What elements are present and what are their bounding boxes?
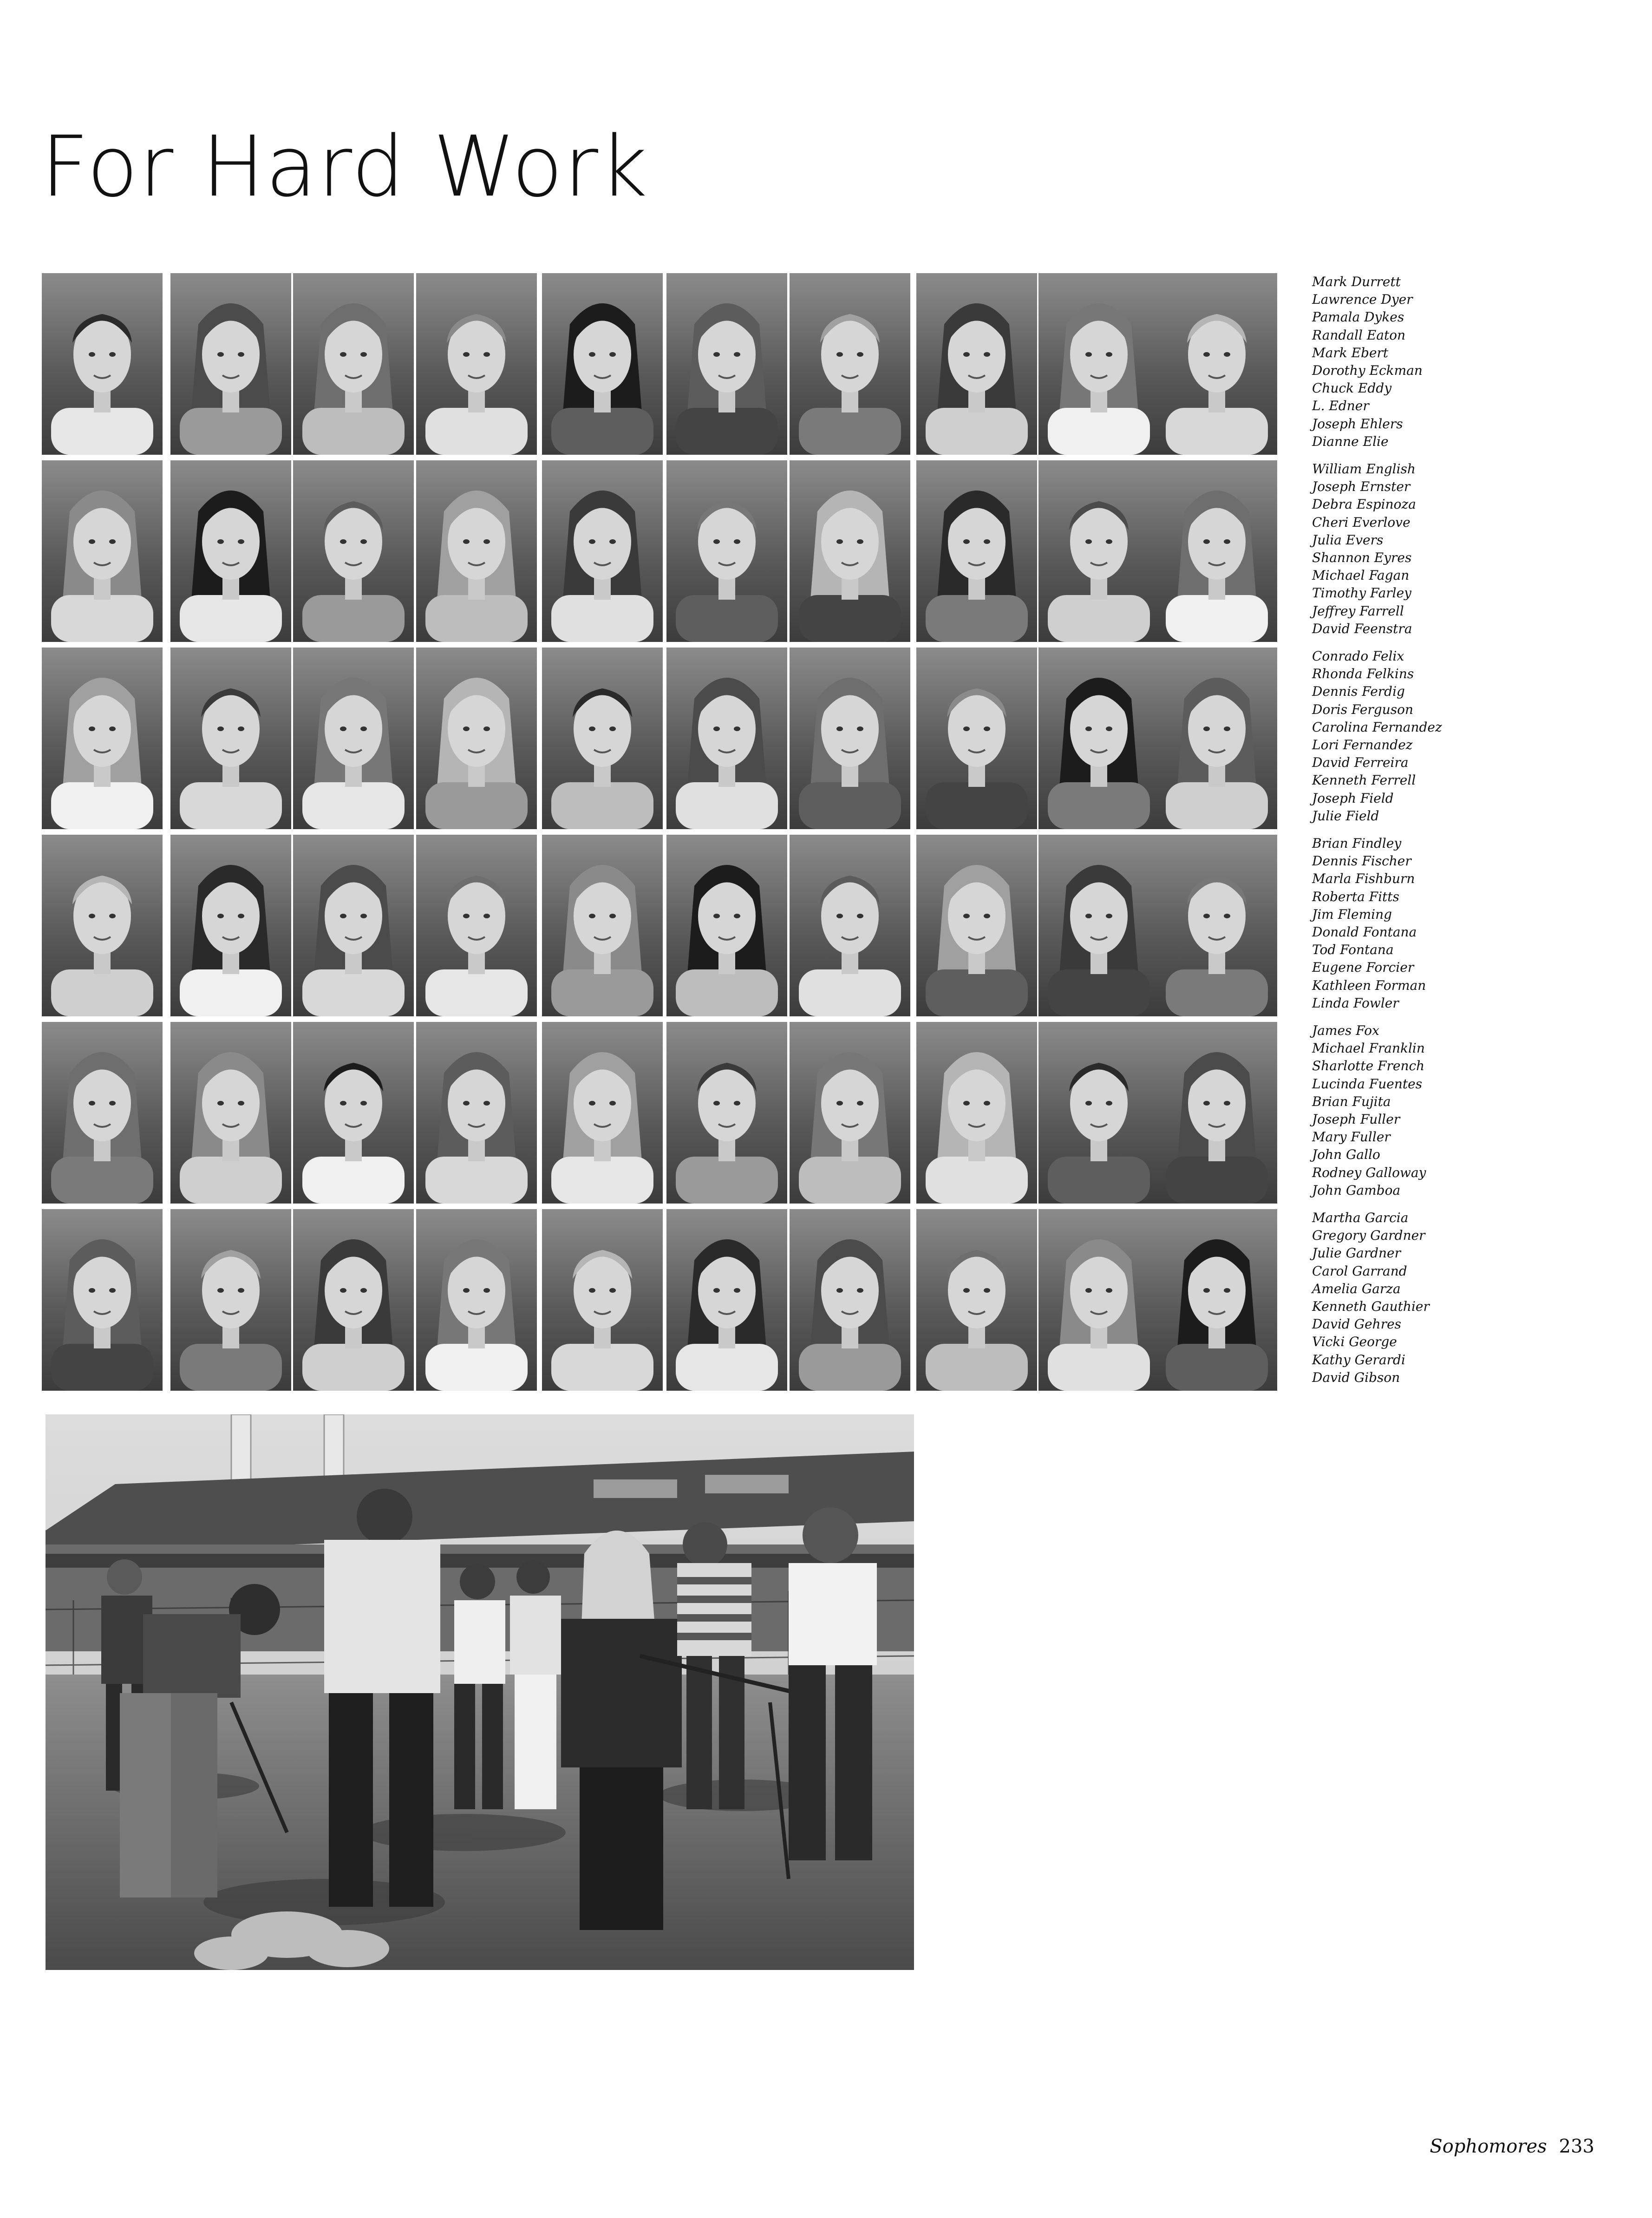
student-name: Kenneth Gauthier <box>1312 1298 1430 1314</box>
student-portrait <box>42 460 163 642</box>
student-name: Mark Ebert <box>1312 345 1389 360</box>
student-portrait <box>1156 460 1277 642</box>
student-name: Michael Fagan <box>1312 568 1410 583</box>
student-portrait <box>790 1022 910 1204</box>
student-portrait <box>170 1022 291 1204</box>
student-name: Eugene Forcier <box>1312 960 1414 975</box>
student-portrait <box>1156 273 1277 455</box>
student-name: Doris Ferguson <box>1312 701 1413 717</box>
student-name: Julia Evers <box>1312 532 1384 548</box>
student-name: Conrado Felix <box>1312 648 1404 664</box>
student-portrait <box>416 1022 537 1204</box>
student-name: Martha Garcia <box>1312 1210 1409 1225</box>
student-portrait <box>916 460 1037 642</box>
student-portrait <box>1038 835 1159 1016</box>
gardening-scene-illustration <box>46 1414 914 1970</box>
student-name: Jim Fleming <box>1312 906 1392 922</box>
name-group <box>1312 460 1637 638</box>
student-portrait <box>1156 835 1277 1016</box>
student-portrait <box>1038 460 1159 642</box>
student-name: Michael Franklin <box>1312 1040 1425 1056</box>
student-portrait <box>42 273 163 455</box>
student-name: David Gehres <box>1312 1316 1402 1332</box>
student-portrait <box>293 1022 414 1204</box>
student-name: Mark Durrett <box>1312 274 1401 289</box>
student-name: Randall Eaton <box>1312 327 1406 343</box>
student-name: Carol Garrand <box>1312 1263 1407 1279</box>
student-portrait <box>416 460 537 642</box>
student-portrait <box>542 1022 663 1204</box>
student-portrait <box>916 1022 1037 1204</box>
student-name: Kathleen Forman <box>1312 977 1426 993</box>
student-name: Donald Fontana <box>1312 924 1417 940</box>
student-portrait <box>666 460 787 642</box>
student-name: Sharlotte French <box>1312 1058 1425 1074</box>
name-group <box>1312 835 1637 1012</box>
student-portrait <box>542 273 663 455</box>
page-number: 233 <box>1559 2136 1594 2157</box>
student-portrait <box>666 1209 787 1391</box>
student-portrait <box>170 460 291 642</box>
student-name: Timothy Farley <box>1312 585 1411 601</box>
student-name: Shannon Eyres <box>1312 550 1412 565</box>
student-name: Mary Fuller <box>1312 1129 1391 1145</box>
student-name: Pamala Dykes <box>1312 309 1404 325</box>
student-portrait <box>790 835 910 1016</box>
student-portrait <box>293 1209 414 1391</box>
student-portrait <box>666 835 787 1016</box>
student-portrait <box>1156 1022 1277 1204</box>
student-name: Joseph Ernster <box>1312 479 1410 495</box>
name-group <box>1312 273 1637 451</box>
student-portrait <box>416 835 537 1016</box>
student-portrait <box>542 648 663 829</box>
page-title: For Hard Work <box>41 118 649 216</box>
student-name: Lawrence Dyer <box>1312 292 1413 308</box>
student-name: Rodney Galloway <box>1312 1165 1426 1180</box>
student-name: Joseph Fuller <box>1312 1111 1400 1127</box>
student-name: Dennis Ferdig <box>1312 684 1405 700</box>
student-name: Dorothy Eckman <box>1312 362 1423 378</box>
student-name: L. Edner <box>1312 398 1369 414</box>
student-name: Marla Fishburn <box>1312 871 1415 887</box>
student-portrait <box>170 273 291 455</box>
student-portrait <box>170 835 291 1016</box>
student-portrait <box>293 835 414 1016</box>
student-portrait <box>42 648 163 829</box>
student-portrait <box>916 648 1037 829</box>
student-name: William English <box>1312 461 1416 477</box>
student-name: Kenneth Ferrell <box>1312 772 1416 788</box>
student-portrait <box>170 1209 291 1391</box>
student-portrait <box>790 1209 910 1391</box>
student-portrait <box>170 648 291 829</box>
student-name: Vicki George <box>1312 1334 1397 1350</box>
student-name: Dennis Fischer <box>1312 853 1411 869</box>
student-portrait <box>416 273 537 455</box>
student-name: Brian Findley <box>1312 836 1402 851</box>
student-portrait <box>916 1209 1037 1391</box>
student-portrait <box>666 1022 787 1204</box>
student-name: Carolina Fernandez <box>1312 719 1442 735</box>
student-portrait <box>790 460 910 642</box>
student-portrait <box>542 460 663 642</box>
student-name: David Ferreira <box>1312 755 1409 771</box>
student-portrait <box>42 1022 163 1204</box>
portrait-grid <box>42 273 1231 1393</box>
student-portrait <box>916 273 1037 455</box>
student-name: Amelia Garza <box>1312 1281 1401 1296</box>
student-name: Chuck Eddy <box>1312 380 1392 396</box>
student-portrait <box>666 648 787 829</box>
page-footer <box>1430 2136 1594 2157</box>
student-name: John Gamboa <box>1312 1182 1401 1198</box>
student-name: Joseph Field <box>1312 790 1394 806</box>
student-portrait <box>42 1209 163 1391</box>
student-name: Linda Fowler <box>1312 995 1399 1011</box>
name-group <box>1312 1209 1637 1387</box>
student-portrait <box>1038 1209 1159 1391</box>
student-name: Rhonda Felkins <box>1312 666 1414 682</box>
student-name: Brian Fujita <box>1312 1093 1391 1109</box>
student-portrait <box>293 460 414 642</box>
student-portrait <box>42 835 163 1016</box>
student-portrait <box>293 648 414 829</box>
student-name: James Fox <box>1312 1023 1379 1038</box>
student-name: Debra Espinoza <box>1312 497 1416 512</box>
student-portrait <box>1038 273 1159 455</box>
student-name: Lori Fernandez <box>1312 737 1413 752</box>
gardening-candid-photo <box>46 1414 914 1970</box>
student-name: Julie Gardner <box>1312 1245 1401 1261</box>
student-portrait <box>416 1209 537 1391</box>
name-group <box>1312 1022 1637 1199</box>
name-group <box>1312 648 1637 825</box>
student-name: Kathy Gerardi <box>1312 1352 1405 1367</box>
section-label: Sophomores <box>1430 2136 1547 2157</box>
student-name: David Feenstra <box>1312 621 1412 636</box>
student-name: Jeffrey Farrell <box>1312 603 1404 619</box>
student-portrait <box>542 835 663 1016</box>
student-portrait <box>1156 648 1277 829</box>
student-portrait <box>416 648 537 829</box>
student-name: Roberta Fitts <box>1312 889 1399 904</box>
student-name: Dianne Elie <box>1312 433 1389 449</box>
student-name: Gregory Gardner <box>1312 1228 1425 1243</box>
student-name: David Gibson <box>1312 1369 1400 1385</box>
student-portrait <box>790 648 910 829</box>
student-name: Julie Field <box>1312 808 1379 824</box>
student-portrait <box>293 273 414 455</box>
student-portrait <box>916 835 1037 1016</box>
student-name: Cheri Everlove <box>1312 514 1410 530</box>
student-name: John Gallo <box>1312 1147 1380 1163</box>
student-portrait <box>1038 648 1159 829</box>
student-portrait <box>1156 1209 1277 1391</box>
student-name: Tod Fontana <box>1312 942 1394 958</box>
student-portrait <box>1038 1022 1159 1204</box>
student-portrait <box>542 1209 663 1391</box>
student-portrait <box>790 273 910 455</box>
student-name: Joseph Ehlers <box>1312 416 1403 432</box>
student-name: Lucinda Fuentes <box>1312 1076 1423 1092</box>
student-portrait <box>666 273 787 455</box>
